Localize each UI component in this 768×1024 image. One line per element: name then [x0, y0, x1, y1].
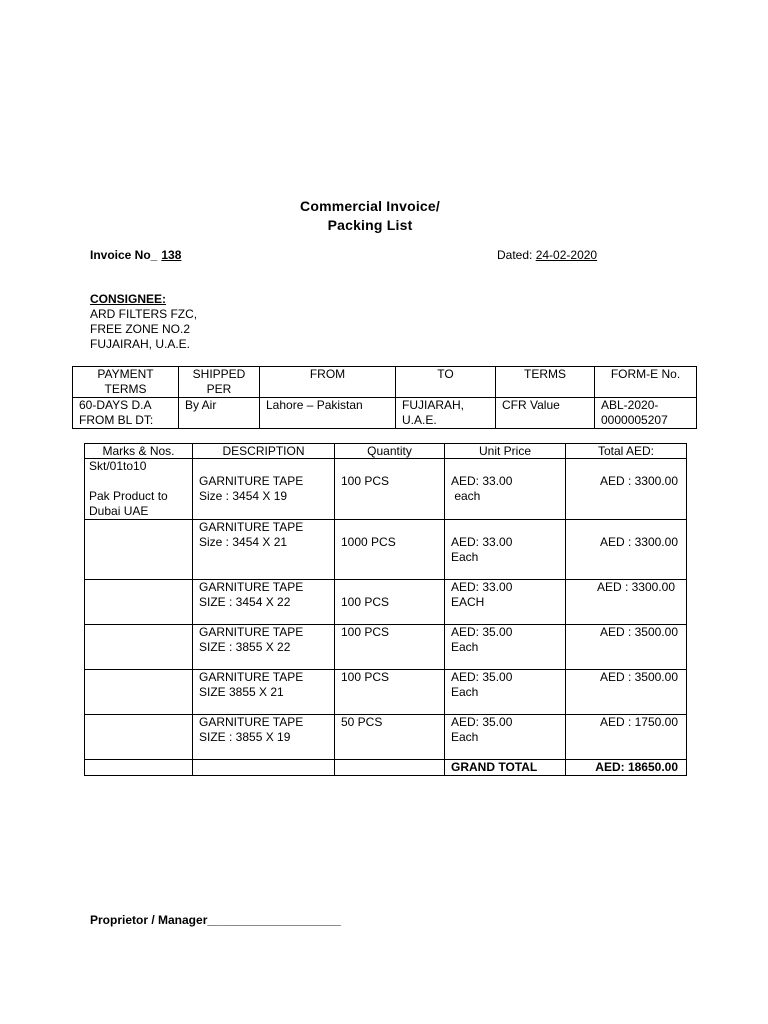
- grand-total-value: AED: 18650.00: [566, 760, 687, 776]
- items-header-cell: Quantity: [335, 444, 445, 459]
- marks-cell: [85, 760, 193, 776]
- quantity-cell: [335, 625, 445, 670]
- unit-price-cell: [445, 459, 566, 520]
- description-line: GARNITURE TAPE: [199, 625, 304, 639]
- unit-price-value: AED: 35.00: [451, 715, 513, 729]
- quantity-cell: [335, 670, 445, 715]
- table-row: [85, 625, 687, 670]
- title-line-1: Commercial Invoice/: [300, 198, 440, 214]
- table-row: [85, 670, 687, 715]
- description-line: SIZE 3855 X 21: [199, 685, 284, 699]
- marks-cell: [85, 715, 193, 760]
- quantity-cell: [335, 520, 445, 580]
- description-cell: [193, 520, 335, 580]
- quantity-cell: [335, 715, 445, 760]
- consignee-block: [90, 292, 197, 352]
- items-header-row: [85, 444, 687, 459]
- description-cell: [193, 580, 335, 625]
- unit-price-cell: [445, 715, 566, 760]
- grand-total-row: [85, 760, 687, 776]
- description-line: Size : 3454 X 21: [199, 535, 288, 549]
- quantity-value: 100 PCS: [341, 625, 390, 639]
- shipping-value-cell: FUJIARAH, U.A.E.: [396, 398, 496, 429]
- description-line: GARNITURE TAPE: [199, 580, 304, 594]
- consignee-heading: CONSIGNEE:: [90, 292, 167, 306]
- description-line: GARNITURE TAPE: [199, 670, 304, 684]
- shipping-header-cell: FORM-E No.: [595, 367, 697, 398]
- shipping-header-cell: SHIPPED PER: [179, 367, 260, 398]
- consignee-line: ARD FILTERS FZC,: [90, 307, 198, 321]
- shipping-header-cell: TERMS: [496, 367, 595, 398]
- shipping-value-cell: ABL-2020-0000005207: [595, 398, 697, 429]
- total-value: AED : 3500.00: [599, 670, 678, 684]
- total-cell: [566, 580, 687, 625]
- table-row: [85, 459, 687, 520]
- shipping-value-cell: 60-DAYS D.A FROM BL DT:: [73, 398, 179, 429]
- marks-cell: [85, 459, 193, 520]
- marks-cell: [85, 520, 193, 580]
- unit-price-unit: Each: [451, 685, 479, 699]
- unit-price-unit: Each: [451, 550, 479, 564]
- total-value: AED : 3300.00: [596, 580, 675, 594]
- unit-price-unit: Each: [451, 730, 479, 744]
- items-header-cell: Marks & Nos.: [85, 444, 193, 459]
- total-value: AED : 3300.00: [599, 535, 678, 549]
- unit-price-cell: [445, 625, 566, 670]
- marks-cell: [85, 580, 193, 625]
- invoice-number-value: 138: [161, 248, 182, 262]
- quantity-value: 50 PCS: [341, 715, 383, 729]
- total-cell: [566, 520, 687, 580]
- items-header-cell: Total AED:: [566, 444, 687, 459]
- unit-price-value: AED: 33.00: [451, 580, 513, 594]
- marks-cell: [85, 625, 193, 670]
- description-line: SIZE : 3454 X 22: [199, 595, 291, 609]
- shipping-value-cell: CFR Value: [496, 398, 595, 429]
- description-line: Size : 3454 X 19: [199, 489, 288, 503]
- shipping-header-cell: FROM: [260, 367, 396, 398]
- invoice-date-value: 24-02-2020: [535, 248, 598, 262]
- quantity-value: 100 PCS: [341, 595, 390, 609]
- items-header-cell: DESCRIPTION: [193, 444, 335, 459]
- shipping-header-row: [73, 367, 697, 398]
- unit-price-cell: [445, 670, 566, 715]
- consignee-line: FREE ZONE NO.2: [90, 322, 191, 336]
- description-cell: [193, 459, 335, 520]
- title-line-2: Packing List: [327, 217, 413, 233]
- unit-price-value: AED: 35.00: [451, 625, 513, 639]
- quantity-cell: [335, 760, 445, 776]
- unit-price-unit: each: [451, 489, 481, 503]
- description-line: GARNITURE TAPE: [199, 474, 304, 488]
- total-value: AED : 3300.00: [599, 474, 678, 488]
- quantity-value: 1000 PCS: [341, 535, 396, 549]
- shipping-header-cell: TO: [396, 367, 496, 398]
- marks-line: Skt/01to10: [89, 459, 147, 473]
- unit-price-value: AED: 33.00: [451, 474, 513, 488]
- description-line: SIZE : 3855 X 22: [199, 640, 291, 654]
- grand-total-label: GRAND TOTAL: [445, 760, 566, 776]
- items-header-cell: Unit Price: [445, 444, 566, 459]
- unit-price-value: AED: 35.00: [451, 670, 513, 684]
- marks-cell: [85, 670, 193, 715]
- marks-line: Pak Product to Dubai UAE: [89, 489, 168, 518]
- total-cell: [566, 670, 687, 715]
- quantity-value: 100 PCS: [341, 474, 390, 488]
- description-cell: [193, 760, 335, 776]
- consignee-line: FUJAIRAH, U.A.E.: [90, 337, 191, 351]
- total-value: AED : 3500.00: [599, 625, 678, 639]
- unit-price-cell: [445, 580, 566, 625]
- shipping-value-row: [73, 398, 697, 429]
- invoice-number-label: Invoice No_: [90, 248, 158, 262]
- total-cell: [566, 459, 687, 520]
- total-value: AED : 1750.00: [599, 715, 678, 729]
- shipping-table: [72, 366, 697, 429]
- description-line: GARNITURE TAPE: [199, 715, 304, 729]
- unit-price-unit: EACH: [451, 595, 485, 609]
- unit-price-value: AED: 33.00: [451, 535, 513, 549]
- unit-price-cell: [445, 520, 566, 580]
- shipping-value-cell: Lahore – Pakistan: [260, 398, 396, 429]
- invoice-date: [497, 248, 597, 262]
- description-cell: [193, 670, 335, 715]
- description-cell: [193, 715, 335, 760]
- quantity-cell: [335, 459, 445, 520]
- table-row: [85, 580, 687, 625]
- description-line: GARNITURE TAPE: [199, 520, 304, 534]
- description-line: SIZE : 3855 X 19: [199, 730, 291, 744]
- total-cell: [566, 625, 687, 670]
- items-table: [84, 443, 687, 776]
- unit-price-unit: Each: [451, 640, 479, 654]
- shipping-header-cell: PAYMENT TERMS: [73, 367, 179, 398]
- description-cell: [193, 625, 335, 670]
- quantity-value: 100 PCS: [341, 670, 390, 684]
- table-row: [85, 715, 687, 760]
- shipping-value-cell: By Air: [179, 398, 260, 429]
- invoice-number: [90, 248, 181, 262]
- table-row: [85, 520, 687, 580]
- quantity-cell: [335, 580, 445, 625]
- invoice-date-label: Dated:: [497, 248, 533, 262]
- total-cell: [566, 715, 687, 760]
- signature-line: Proprietor / Manager____________________: [90, 913, 341, 927]
